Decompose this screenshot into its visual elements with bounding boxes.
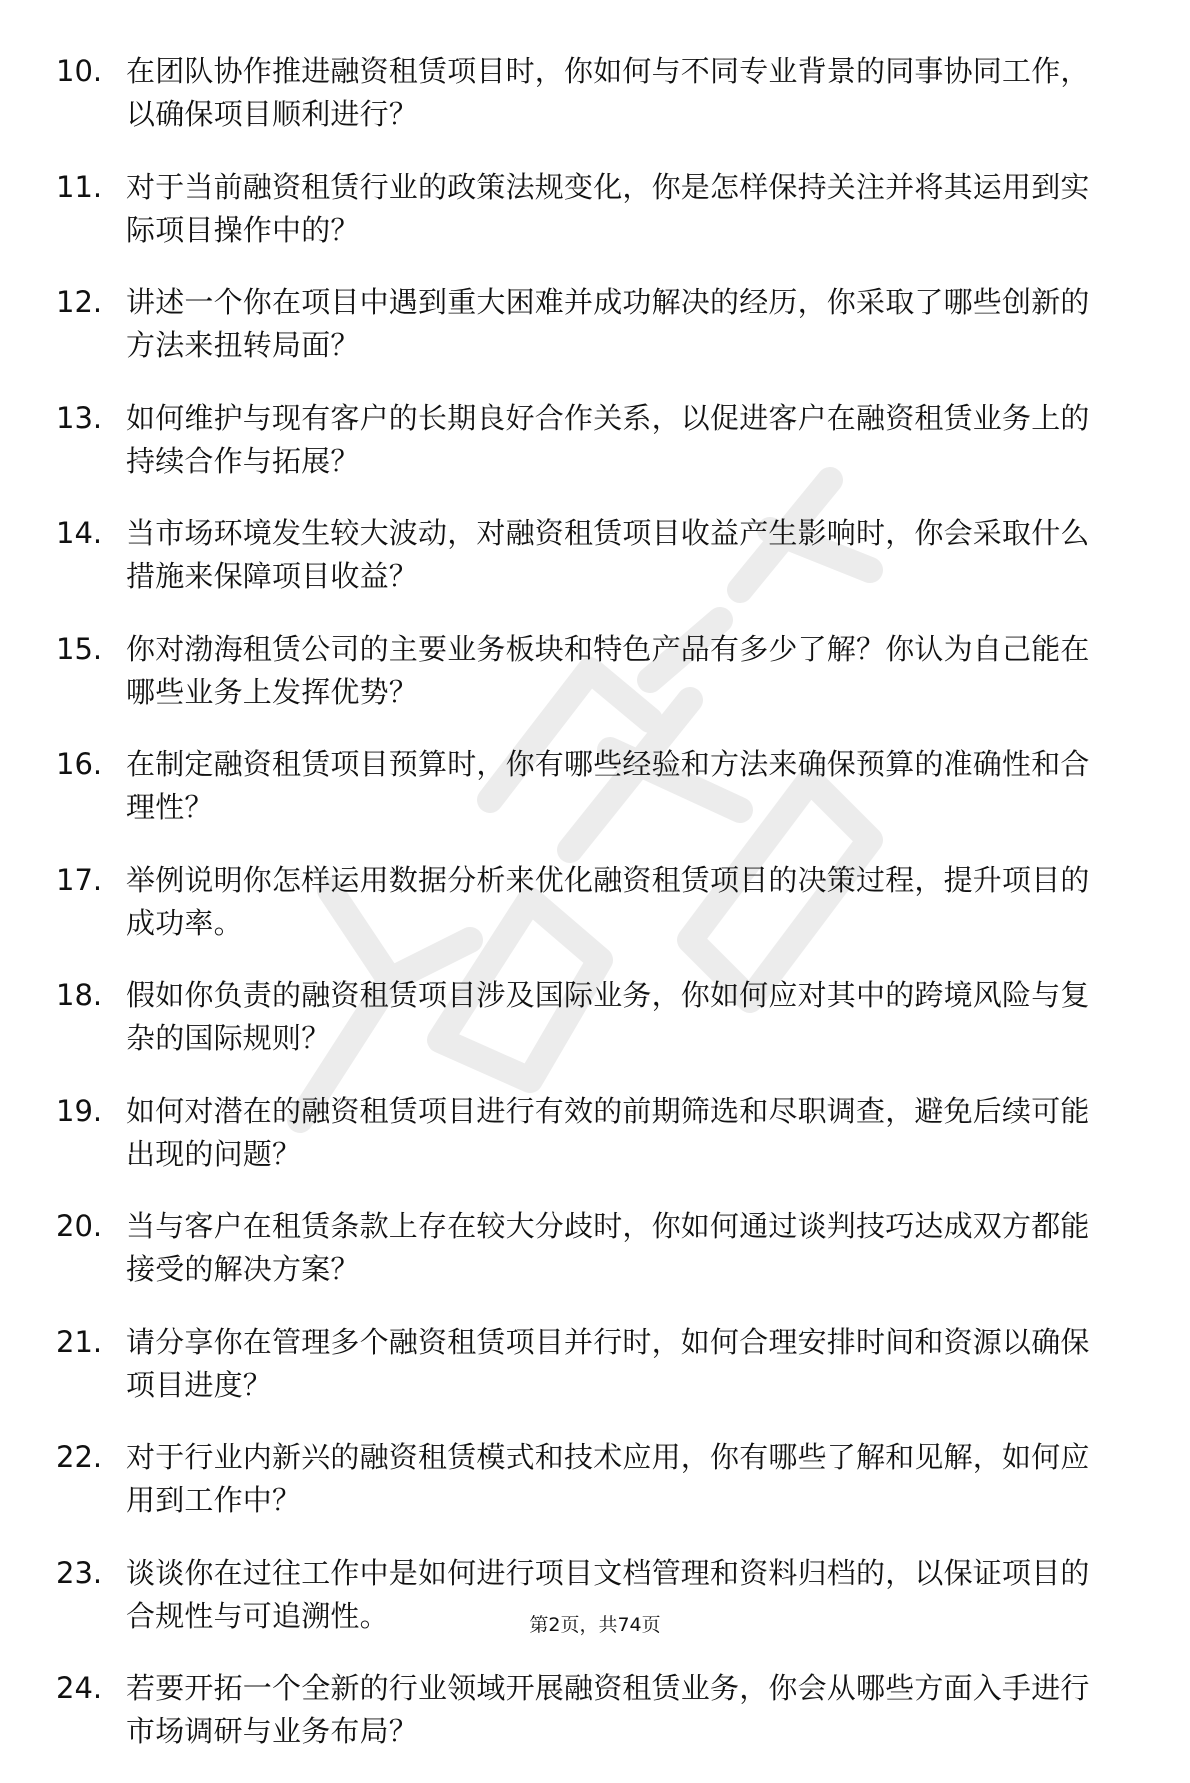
question-item xyxy=(0,397,1190,513)
question-item xyxy=(0,1205,1190,1321)
question-number: 21. xyxy=(56,1324,103,1359)
question-text: 如何对潜在的融资租赁项目进行有效的前期筛选和尽职调查，避免后续可能出现的问题？ xyxy=(126,1093,1090,1171)
question-item xyxy=(0,1436,1190,1552)
question-number: 18. xyxy=(56,978,103,1012)
question-text: 对于当前融资租赁行业的政策法规变化，你是怎样保持关注并将其运用到实际项目操作中的？ xyxy=(126,169,1090,247)
question-number: 14. xyxy=(56,516,103,550)
question-number: 24. xyxy=(56,1671,103,1705)
question-text: 谈谈你在过往工作中是如何进行项目文档管理和资料归档的，以保证项目的合规性与可追溯性。 xyxy=(126,1555,1090,1633)
question-text: 讲述一个你在项目中遇到重大困难并成功解决的经历，你采取了哪些创新的方法来扭转局面？ xyxy=(126,285,1090,362)
question-number: 10. xyxy=(56,54,103,88)
question-item xyxy=(0,1667,1190,1783)
question-text: 举例说明你怎样运用数据分析来优化融资租赁项目的决策过程，提升项目的成功率。 xyxy=(126,862,1090,940)
question-text: 当与客户在租赁条款上存在较大分歧时，你如何通过谈判技巧达成双方都能接受的解决方案？ xyxy=(126,1209,1090,1286)
question-item xyxy=(0,1090,1190,1206)
question-text: 对于行业内新兴的融资租赁模式和技术应用，你有哪些了解和见解，如何应用到工作中？ xyxy=(126,1440,1090,1517)
question-item xyxy=(0,1321,1190,1437)
page-footer xyxy=(0,1612,1190,1638)
question-text: 在制定融资租赁项目预算时，你有哪些经验和方法来确保预算的准确性和合理性？ xyxy=(126,747,1090,824)
question-text: 当市场环境发生较大波动，对融资租赁项目收益产生影响时，你会采取什么措施来保障项目收益？ xyxy=(126,516,1090,593)
question-item xyxy=(0,512,1190,628)
question-item xyxy=(0,974,1190,1090)
question-number: 20. xyxy=(56,1209,103,1243)
question-item xyxy=(0,166,1190,282)
page-number-label: 第2页，共74页 xyxy=(529,1614,661,1636)
question-number: 11. xyxy=(56,169,103,204)
question-number: 23. xyxy=(56,1555,103,1590)
question-number: 15. xyxy=(56,631,103,666)
question-item xyxy=(0,859,1190,975)
question-text: 你对渤海租赁公司的主要业务板块和特色产品有多少了解？你认为自己能在哪些业务上发挥优势？ xyxy=(126,631,1090,709)
question-item xyxy=(0,50,1190,166)
question-item xyxy=(0,1552,1190,1668)
question-text: 在团队协作推进融资租赁项目时，你如何与不同专业背景的同事协同工作，以确保项目顺利进行？ xyxy=(126,54,1090,131)
question-item xyxy=(0,281,1190,397)
question-text: 如何维护与现有客户的长期良好合作关系，以促进客户在融资租赁业务上的持续合作与拓展？ xyxy=(126,400,1090,478)
question-text: 若要开拓一个全新的行业领域开展融资租赁业务，你会从哪些方面入手进行市场调研与业务布局？ xyxy=(126,1671,1090,1748)
question-text: 请分享你在管理多个融资租赁项目并行时，如何合理安排时间和资源以确保项目进度？ xyxy=(126,1324,1090,1402)
question-number: 17. xyxy=(56,862,103,897)
question-text: 假如你负责的融资租赁项目涉及国际业务，你如何应对其中的跨境风险与复杂的国际规则？ xyxy=(126,978,1090,1055)
question-list xyxy=(0,50,1190,1783)
question-number: 12. xyxy=(56,285,103,319)
question-item xyxy=(0,743,1190,859)
question-item xyxy=(0,628,1190,744)
question-number: 16. xyxy=(56,747,103,781)
question-number: 22. xyxy=(56,1440,103,1474)
question-number: 13. xyxy=(56,400,103,435)
question-number: 19. xyxy=(56,1093,103,1128)
